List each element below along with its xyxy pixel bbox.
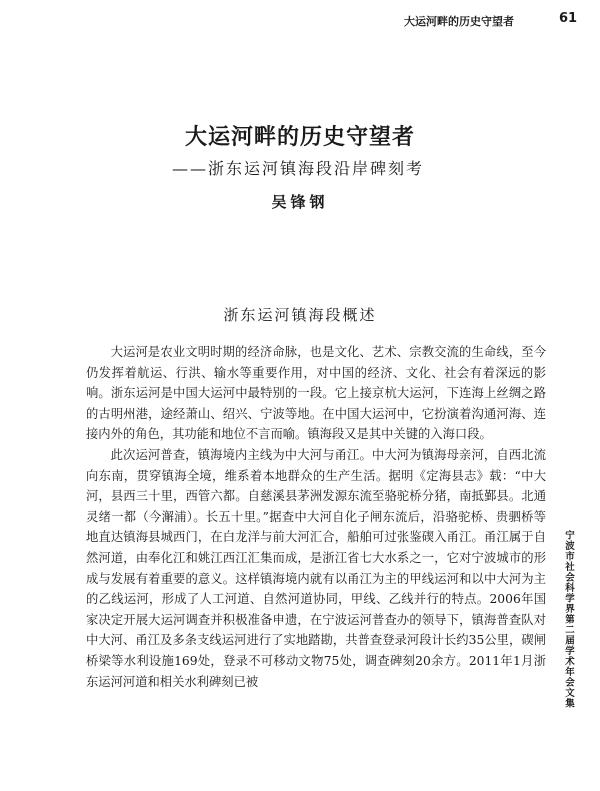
- section-heading: 浙东运河镇海段概述: [223, 306, 377, 324]
- article-subtitle: ——浙东运河镇海段沿岸碑刻考: [172, 159, 425, 178]
- article-author: 吴锋钢: [271, 193, 329, 211]
- paragraph-1: 大运河是农业文明时期的经济命脉，也是文化、艺术、宗教交流的生命线，至今仍发挥着航运、行洪、输水等重要作用，对中国的经济、文化、社会有着深远的影响。浙东运河是中国大运河中最特别的一段。它上接京杭大运河，下连海上丝绸之路的古明州港，途经萧山、绍兴、宁波等地。在中国大运河中，它扮演着沟通河海、连接内外的角色，其功能和地位不言而喻。镇海段又是其中关键的入海口段。: [86, 345, 546, 442]
- article-title: 大运河畔的历史守望者: [184, 124, 415, 150]
- paragraph-2: 此次运河普查，镇海境内主线为中大河与甬江。中大河为镇海母亲河，自西北流向东南，贯穿镇海全境，维系着本地群众的生产生活。据明《定海县志》载：“中大河，县西三十里，西管六都。自慈溪县茅洲发源东流至骆驼桥分猪，南抵鄞县。北通灵绪一都（今澥浦）。长五十里。”据查中大河自化子闸东流后，沿骆驼桥、贵驷桥等地直达镇海县城西门，在白龙洋与前大河汇合，船舶可过张鉴碶入甬江。甬江属于自然河道，由奉化江和姚江西江汇集而成，是浙江省七大水系之一，它对宁波城市的形成与发展有着重要的意义。这样镇海境内就有以甬江为主的甲线运河和以中大河为主的乙线运河，形成了人工河道、自然河道协同，甲线、乙线并行的特点。2006年国家决定开展大运河调查并积极准备申遗，在宁波运河普查办的领导下，镇海普查队对中大河、甬江及多条支线运河进行了实地踏勘，共普查登录河段计长约35公里，碶闸桥梁等水利设施169处，登录不可移动文物75处，调查碑刻20余方。2011年1月浙东运河河道和相关水利碑刻已被: [86, 447, 546, 689]
- side-note-vertical: 宁波市社会科学界第二届学术年会文集: [563, 530, 574, 709]
- article-body: [86, 342, 546, 692]
- running-head-title: 大运河畔的历史守望者: [404, 15, 514, 28]
- page-number: 61: [559, 11, 578, 26]
